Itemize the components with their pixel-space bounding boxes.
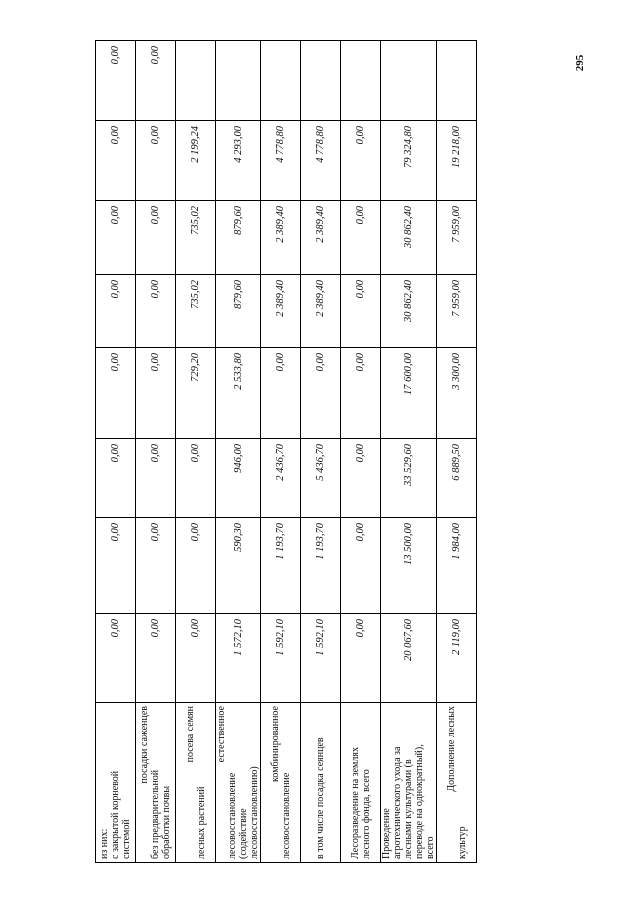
row-label-line: переводе на однократный), <box>414 744 425 859</box>
value-cell <box>301 41 341 121</box>
value-cell: 0,00 <box>176 614 216 703</box>
row-label-line: лесовосстановлению) <box>249 766 260 859</box>
value-cell: 4 293,00 <box>216 121 261 201</box>
row-label-line: без предварительной <box>150 769 161 859</box>
value-cell: 0,00 <box>136 201 176 275</box>
rotated-page <box>95 40 477 863</box>
value-cell <box>437 41 477 121</box>
value-cell: 30 862,40 <box>381 201 437 275</box>
value-cell: 0,00 <box>96 518 136 614</box>
value-cell: 879,60 <box>216 201 261 275</box>
value-cell: 1 193,70 <box>261 518 301 614</box>
value-cell: 0,00 <box>96 275 136 348</box>
value-cell: 30 862,40 <box>381 275 437 348</box>
table-row <box>136 41 176 863</box>
value-cell: 590,30 <box>216 518 261 614</box>
value-cell: 0,00 <box>341 201 381 275</box>
row-label <box>176 703 216 863</box>
value-cell: 1 592,10 <box>261 614 301 703</box>
row-label-line: всего <box>425 836 436 859</box>
value-cell: 0,00 <box>136 41 176 121</box>
row-label-line: Лесоразведение на землях <box>349 747 361 859</box>
value-cell: 0,00 <box>176 518 216 614</box>
row-label-line: комбинированное <box>269 706 281 782</box>
row-label-line: культур <box>456 826 468 859</box>
table-row <box>216 41 261 863</box>
table-row <box>341 41 381 863</box>
table-row <box>437 41 477 863</box>
value-cell: 735,02 <box>176 201 216 275</box>
value-cell: 2 389,40 <box>301 275 341 348</box>
value-cell <box>341 41 381 121</box>
value-cell <box>176 41 216 121</box>
value-cell: 0,00 <box>341 348 381 439</box>
value-cell: 0,00 <box>341 275 381 348</box>
value-cell: 2 533,80 <box>216 348 261 439</box>
value-cell: 2 199,24 <box>176 121 216 201</box>
value-cell: 7 959,00 <box>437 275 477 348</box>
value-cell: 0,00 <box>136 275 176 348</box>
value-cell: 2 436,70 <box>261 439 301 518</box>
row-label-line: Проведение <box>381 808 392 859</box>
value-cell: 2 389,40 <box>301 201 341 275</box>
value-cell: 2 119,00 <box>437 614 477 703</box>
value-cell: 0,00 <box>301 348 341 439</box>
value-cell: 79 324,80 <box>381 121 437 201</box>
row-label-line: посадки саженцев <box>139 706 150 784</box>
value-cell: 33 529,60 <box>381 439 437 518</box>
value-cell <box>261 41 301 121</box>
row-label-line: системой <box>121 819 132 859</box>
row-label-line: естественное <box>216 706 227 763</box>
row-label-line: лесными культурами (в <box>403 759 414 859</box>
table-row <box>176 41 216 863</box>
table-row <box>261 41 301 863</box>
value-cell: 0,00 <box>341 518 381 614</box>
data-table <box>95 40 477 863</box>
row-label-line: из них: <box>99 828 110 859</box>
row-label-line: в том числе посадка сеянцев <box>315 737 326 859</box>
value-cell: 0,00 <box>136 518 176 614</box>
value-cell: 3 300,00 <box>437 348 477 439</box>
value-cell: 1 592,10 <box>301 614 341 703</box>
value-cell: 0,00 <box>96 121 136 201</box>
row-label <box>341 703 381 863</box>
value-cell: 0,00 <box>176 439 216 518</box>
value-cell: 735,02 <box>176 275 216 348</box>
value-cell: 0,00 <box>136 121 176 201</box>
value-cell: 0,00 <box>136 348 176 439</box>
value-cell: 0,00 <box>261 348 301 439</box>
value-cell: 879,60 <box>216 275 261 348</box>
value-cell: 0,00 <box>96 348 136 439</box>
value-cell: 1 193,70 <box>301 518 341 614</box>
row-label-line: (содействие <box>238 808 249 859</box>
value-cell: 13 500,00 <box>381 518 437 614</box>
row-label <box>96 703 136 863</box>
table-row <box>96 41 136 863</box>
value-cell: 6 889,50 <box>437 439 477 518</box>
table-row <box>301 41 341 863</box>
value-cell: 1 572,10 <box>216 614 261 703</box>
value-cell: 0,00 <box>341 614 381 703</box>
row-label-line: Дополнение лесных <box>445 706 457 792</box>
value-cell <box>216 41 261 121</box>
value-cell: 20 067,60 <box>381 614 437 703</box>
row-label-line: обработки почвы <box>161 785 172 859</box>
value-cell: 7 959,00 <box>437 201 477 275</box>
value-cell: 0,00 <box>96 614 136 703</box>
row-label-line: лесного фонда, всего <box>360 769 372 859</box>
row-label <box>301 703 341 863</box>
value-cell: 4 778,80 <box>301 121 341 201</box>
value-cell: 946,00 <box>216 439 261 518</box>
value-cell: 0,00 <box>341 121 381 201</box>
page-number: 295 <box>574 54 586 72</box>
row-label-line: посева семян <box>184 706 196 763</box>
value-cell: 5 436,70 <box>301 439 341 518</box>
row-label <box>216 703 261 863</box>
value-cell: 0,00 <box>96 41 136 121</box>
value-cell: 0,00 <box>96 439 136 518</box>
row-label-line: агротехнического ухода за <box>392 746 403 859</box>
row-label <box>381 703 437 863</box>
table-row <box>381 41 437 863</box>
row-label-line: лесовосстановление <box>280 772 292 859</box>
value-cell: 729,20 <box>176 348 216 439</box>
value-cell: 0,00 <box>96 201 136 275</box>
value-cell: 19 218,00 <box>437 121 477 201</box>
value-cell <box>381 41 437 121</box>
value-cell: 0,00 <box>136 439 176 518</box>
row-label-line: лесовосстановление <box>227 772 238 859</box>
row-label <box>136 703 176 863</box>
value-cell: 0,00 <box>136 614 176 703</box>
row-label-line: с закрытой корневой <box>110 770 121 859</box>
value-cell: 0,00 <box>341 439 381 518</box>
value-cell: 4 778,80 <box>261 121 301 201</box>
value-cell: 17 600,00 <box>381 348 437 439</box>
row-label <box>261 703 301 863</box>
value-cell: 2 389,40 <box>261 275 301 348</box>
row-label-line: лесных растений <box>195 786 207 859</box>
value-cell: 1 984,00 <box>437 518 477 614</box>
row-label <box>437 703 477 863</box>
value-cell: 2 389,40 <box>261 201 301 275</box>
